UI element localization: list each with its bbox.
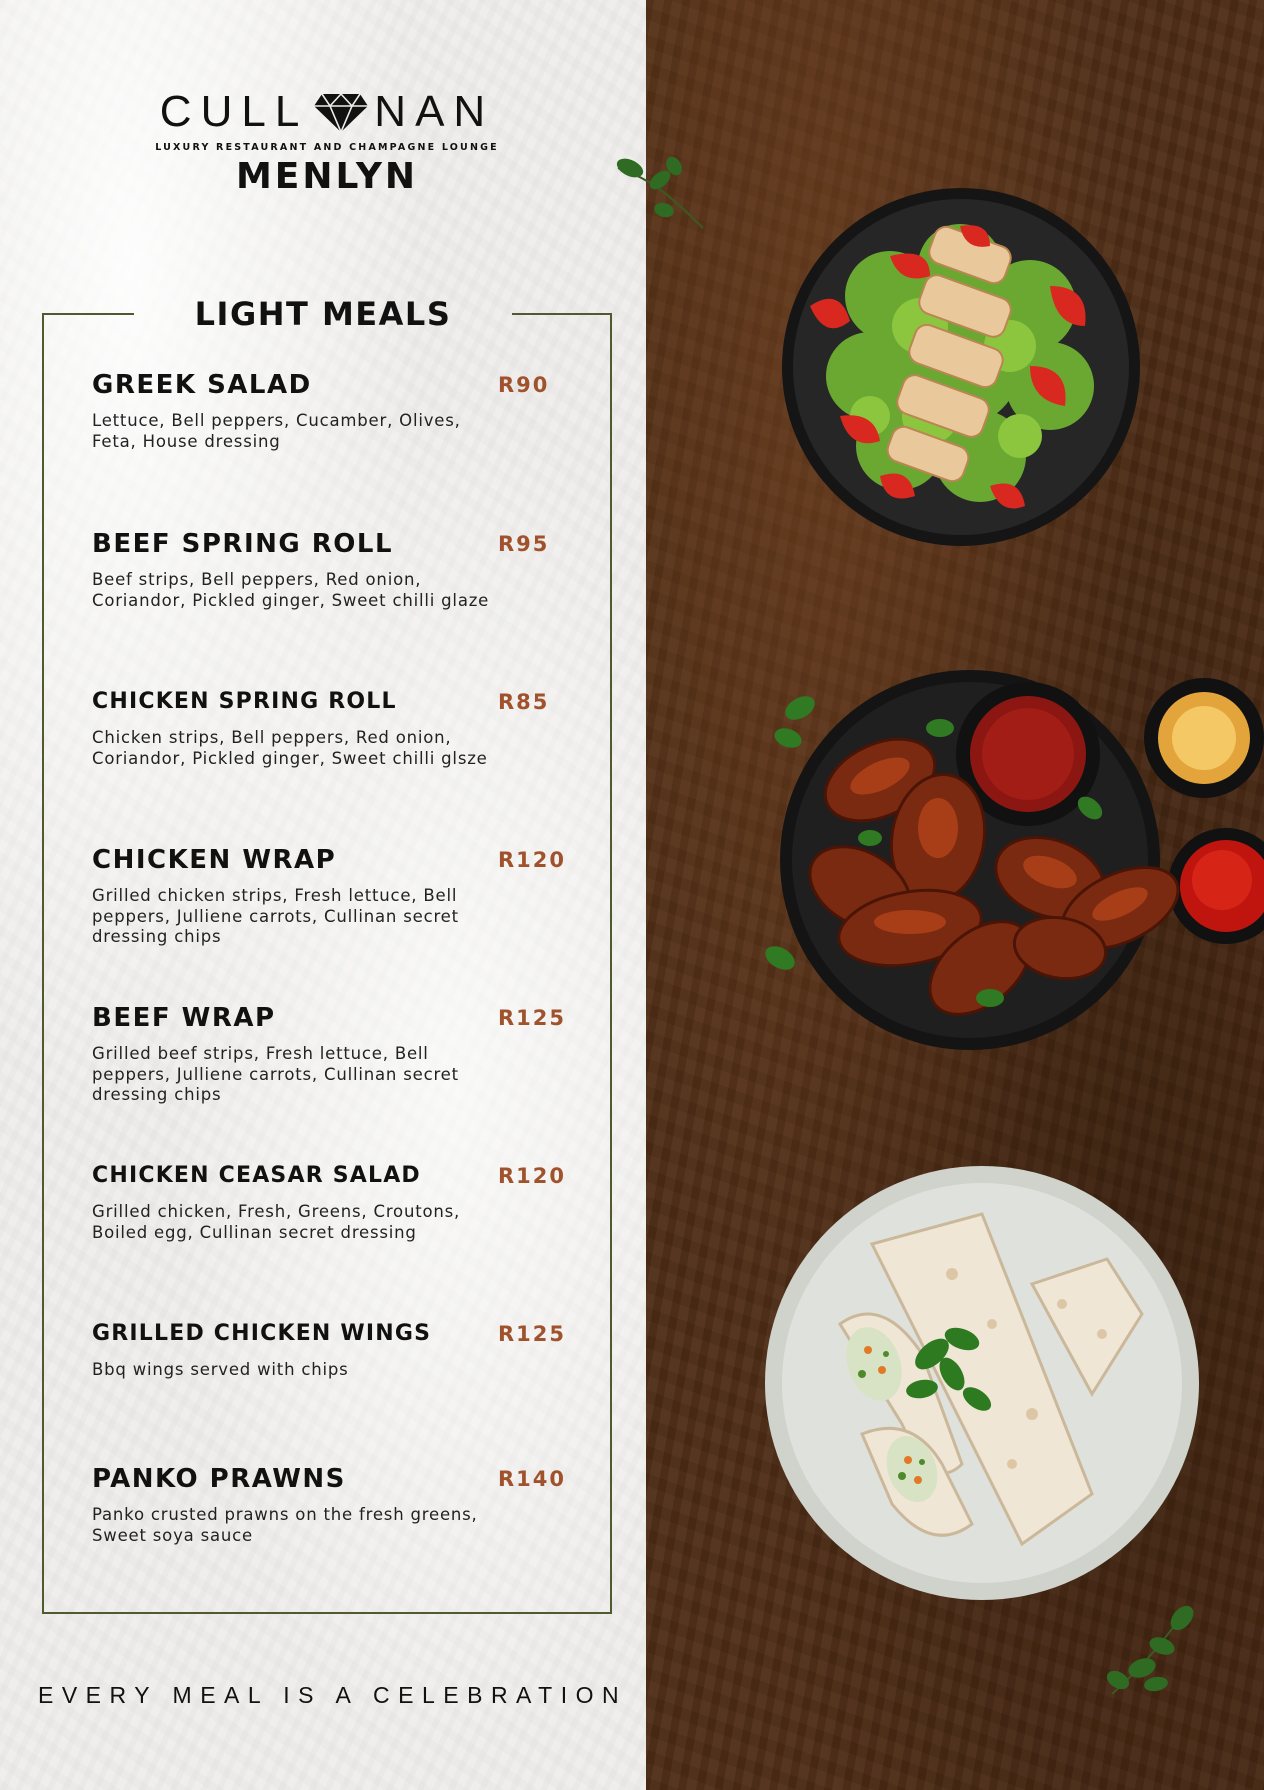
parsley-garnish	[1092, 1596, 1204, 1704]
diamond-icon	[312, 90, 370, 134]
logo-left-text: CULL	[159, 87, 309, 136]
item-name: BEEF SPRING ROLL	[92, 529, 394, 559]
wrap-plate-photo	[762, 1164, 1202, 1602]
item-description: Grilled beef strips, Fresh lettuce, Bell peppers, Julliene carrots, Cullinan secret dressing chips	[92, 1044, 459, 1104]
item-name: CHICKEN SPRING ROLL	[92, 689, 397, 714]
item-name: CHICKEN CEASAR SALAD	[92, 1163, 421, 1188]
item-price: R120	[498, 848, 567, 872]
item-description: Lettuce, Bell peppers, Cucamber, Olives, Feta, House dressing	[92, 411, 461, 451]
item-price: R90	[498, 373, 550, 397]
menu-item	[92, 1002, 592, 1106]
item-description: Grilled chicken strips, Fresh lettuce, Bell peppers, Julliene carrots, Cullinan secret dressing chips	[92, 886, 459, 946]
item-description: Panko crusted prawns on the fresh greens, Sweet soya sauce	[92, 1505, 478, 1545]
item-description: Beef strips, Bell peppers, Red onion, Coriandor, Pickled ginger, Sweet chilli glaze	[92, 570, 490, 610]
menu-item	[92, 1318, 592, 1381]
item-description: Bbq wings served with chips	[92, 1360, 349, 1379]
frame-top-right-line	[512, 313, 610, 315]
menu-item	[92, 1160, 592, 1243]
item-name: CHICKEN WRAP	[92, 845, 337, 875]
menu-item	[92, 844, 592, 948]
frame-top-left-line	[42, 313, 134, 315]
menu-item	[92, 528, 592, 611]
logo-wordmark	[152, 88, 502, 136]
chicken-wings-plate-photo	[760, 668, 1264, 1062]
item-name: PANKO PRAWNS	[92, 1464, 346, 1494]
item-price: R95	[498, 532, 550, 556]
item-description: Grilled chicken, Fresh, Greens, Croutons, Boiled egg, Cullinan secret dressing	[92, 1202, 461, 1242]
menu-item	[92, 369, 592, 452]
item-name: GRILLED CHICKEN WINGS	[92, 1321, 432, 1346]
item-price: R120	[498, 1164, 567, 1188]
brand-logo	[152, 88, 502, 153]
logo-right-text: NAN	[374, 87, 495, 136]
slogan: EVERY MEAL IS A CELEBRATION	[38, 1682, 628, 1708]
logo-tagline: LUXURY RESTAURANT AND CHAMPAGNE LOUNGE	[155, 142, 499, 153]
menu-item	[92, 1463, 592, 1546]
item-name: GREEK SALAD	[92, 370, 312, 400]
salad-plate-photo	[780, 186, 1142, 548]
section-title: LIGHT MEALS	[194, 295, 452, 333]
item-price: R140	[498, 1467, 567, 1491]
item-price: R125	[498, 1006, 567, 1030]
parsley-garnish	[608, 148, 718, 238]
item-price: R125	[498, 1322, 567, 1346]
item-description: Chicken strips, Bell peppers, Red onion, Coriandor, Pickled ginger, Sweet chilli glsze	[92, 728, 488, 768]
branch-name: MENLYN	[235, 156, 419, 197]
item-price: R85	[498, 690, 550, 714]
item-name: BEEF WRAP	[92, 1003, 276, 1033]
menu-frame	[42, 313, 612, 1614]
menu-item	[92, 686, 592, 769]
